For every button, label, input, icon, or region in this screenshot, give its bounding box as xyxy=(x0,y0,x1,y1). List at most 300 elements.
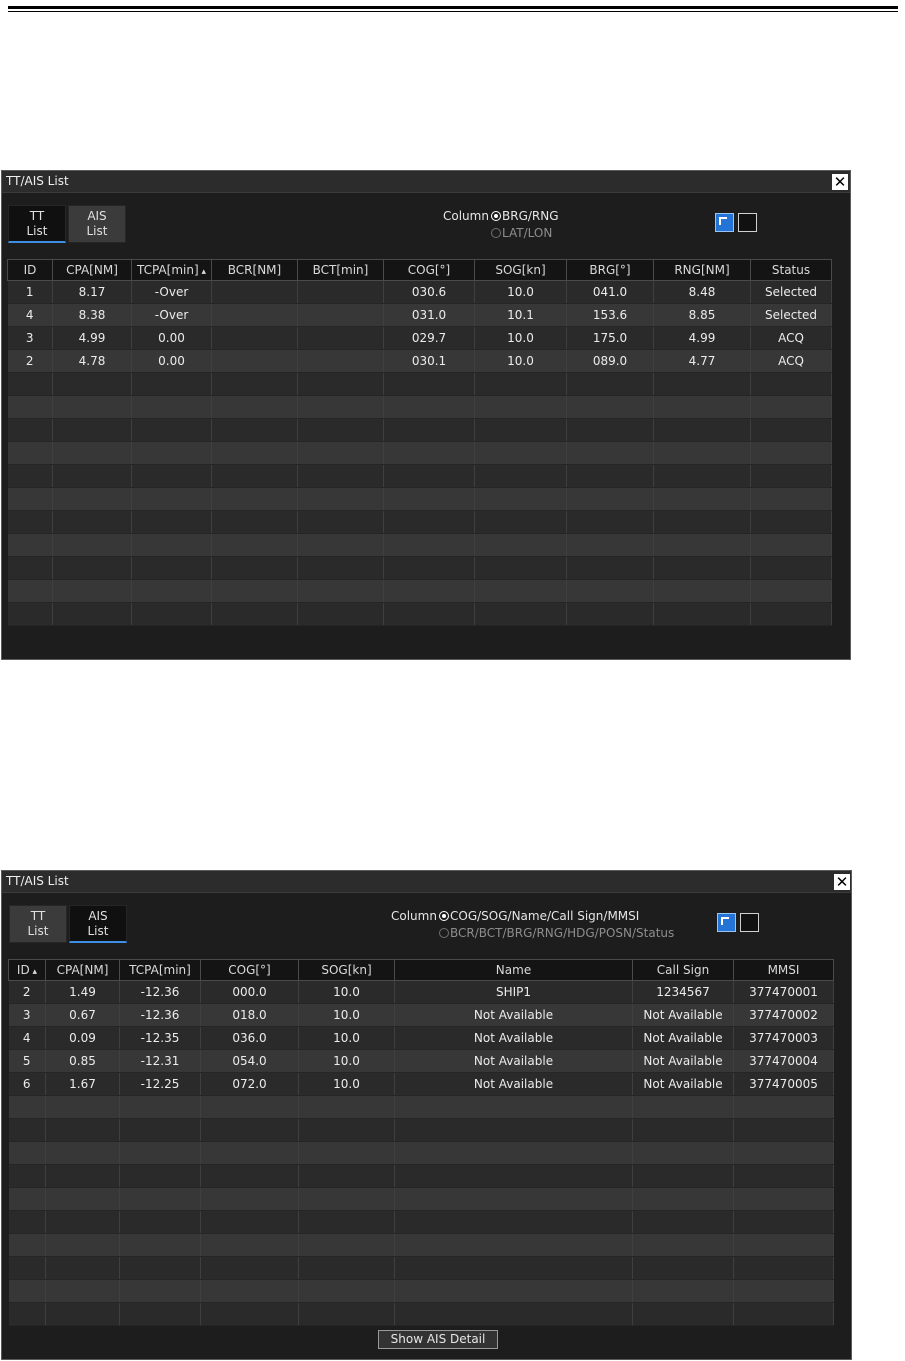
table-cell: 153.6 xyxy=(567,304,654,327)
table-cell: -Over xyxy=(132,304,212,327)
tab-label-line2: List xyxy=(87,924,109,938)
table-cell xyxy=(299,1211,395,1234)
table-cell: 8.48 xyxy=(654,281,751,304)
table-cell xyxy=(53,488,132,511)
table-row[interactable] xyxy=(8,603,832,626)
table-cell xyxy=(46,1303,120,1326)
table-cell xyxy=(9,1211,46,1234)
table-cell xyxy=(9,1303,46,1326)
table-cell: 377470001 xyxy=(734,981,834,1004)
table-cell xyxy=(132,603,212,626)
tab-label-line1: AIS xyxy=(87,209,107,223)
table-cell: Not Available xyxy=(633,1027,734,1050)
table-cell xyxy=(212,327,298,350)
table-cell: Not Available xyxy=(633,1050,734,1073)
table-cell: 8.17 xyxy=(53,281,132,304)
table-cell xyxy=(46,1280,120,1303)
table-cell: Not Available xyxy=(633,1004,734,1027)
table-row[interactable] xyxy=(9,1188,834,1211)
column-header[interactable]: SOG[kn] xyxy=(299,960,395,981)
column-header[interactable]: ID ▴ xyxy=(9,960,46,981)
option-label: COG/SOG/Name/Call Sign/MMSI xyxy=(450,909,640,923)
table-cell xyxy=(201,1142,299,1165)
table-cell xyxy=(751,557,832,580)
table-cell: 3 xyxy=(9,1004,46,1027)
enlarge-window-icon[interactable] xyxy=(717,913,736,932)
table-cell: -Over xyxy=(132,281,212,304)
table-cell xyxy=(395,1211,633,1234)
table-row[interactable] xyxy=(8,350,832,373)
table-cell: 4 xyxy=(9,1027,46,1050)
table-cell xyxy=(201,1280,299,1303)
table-cell xyxy=(120,1142,201,1165)
table-cell xyxy=(384,511,475,534)
table-cell xyxy=(567,373,654,396)
table-cell xyxy=(567,465,654,488)
table-cell xyxy=(9,1142,46,1165)
radio-unselected-icon xyxy=(491,228,501,238)
table-cell: 8.38 xyxy=(53,304,132,327)
table-cell xyxy=(475,603,567,626)
table-row[interactable] xyxy=(8,488,832,511)
table-cell xyxy=(53,373,132,396)
table-cell xyxy=(567,396,654,419)
table-cell: Not Available xyxy=(633,1073,734,1096)
table-cell: 377470002 xyxy=(734,1004,834,1027)
tab-label-line2: List xyxy=(26,224,48,238)
table-cell xyxy=(8,580,53,603)
table-cell xyxy=(395,1234,633,1257)
table-cell xyxy=(46,1257,120,1280)
table-cell xyxy=(298,603,384,626)
table-cell xyxy=(633,1211,734,1234)
table-cell xyxy=(298,557,384,580)
table-cell xyxy=(633,1165,734,1188)
table-cell: 4.99 xyxy=(654,327,751,350)
table-cell xyxy=(53,419,132,442)
table-row[interactable] xyxy=(8,304,832,327)
table-cell xyxy=(9,1280,46,1303)
table-cell: -12.36 xyxy=(120,981,201,1004)
ais-list-window xyxy=(1,870,852,1360)
table-cell: 10.0 xyxy=(299,981,395,1004)
window-titlebar xyxy=(2,171,850,193)
radio-cog-sog-name[interactable] xyxy=(439,909,639,923)
table-cell xyxy=(212,557,298,580)
table-cell xyxy=(734,1165,834,1188)
table-cell: 5 xyxy=(9,1050,46,1073)
tab-ais-list[interactable] xyxy=(68,205,126,243)
table-cell: 018.0 xyxy=(201,1004,299,1027)
table-cell xyxy=(654,557,751,580)
table-cell xyxy=(751,603,832,626)
table-cell: 8.85 xyxy=(654,304,751,327)
table-row[interactable] xyxy=(8,442,832,465)
table-cell xyxy=(567,442,654,465)
table-cell: 000.0 xyxy=(201,981,299,1004)
table-cell: 10.0 xyxy=(299,1004,395,1027)
table-cell xyxy=(132,511,212,534)
table-cell: 0.67 xyxy=(46,1004,120,1027)
table-row[interactable] xyxy=(9,1211,834,1234)
option-label: BRG/RNG xyxy=(502,209,559,223)
table-cell xyxy=(395,1142,633,1165)
table-cell xyxy=(475,511,567,534)
table-cell xyxy=(384,373,475,396)
table-cell: ACQ xyxy=(751,327,832,350)
tt-target-table xyxy=(7,259,832,626)
table-row[interactable] xyxy=(9,1096,834,1119)
column-header[interactable]: TCPA[min] xyxy=(120,960,201,981)
table-cell: 6 xyxy=(9,1073,46,1096)
table-cell xyxy=(395,1280,633,1303)
table-cell xyxy=(212,580,298,603)
table-row[interactable] xyxy=(9,1119,834,1142)
table-cell: 10.0 xyxy=(299,1027,395,1050)
table-cell xyxy=(751,373,832,396)
table-row[interactable] xyxy=(8,373,832,396)
table-cell xyxy=(298,396,384,419)
table-cell xyxy=(751,580,832,603)
table-cell: -12.25 xyxy=(120,1073,201,1096)
table-cell xyxy=(299,1119,395,1142)
restore-window-icon[interactable] xyxy=(740,913,759,932)
table-cell xyxy=(384,603,475,626)
table-cell xyxy=(53,580,132,603)
table-row[interactable] xyxy=(9,981,834,1004)
table-cell xyxy=(132,396,212,419)
enlarge-window-icon[interactable] xyxy=(715,213,734,232)
table-cell xyxy=(384,442,475,465)
table-cell: 175.0 xyxy=(567,327,654,350)
table-cell xyxy=(654,511,751,534)
radio-bcr-bct-brg[interactable] xyxy=(439,926,674,940)
table-cell xyxy=(8,419,53,442)
table-cell xyxy=(734,1280,834,1303)
table-cell: 072.0 xyxy=(201,1073,299,1096)
table-cell: -12.35 xyxy=(120,1027,201,1050)
close-icon[interactable]: ✕ xyxy=(835,873,849,891)
table-cell xyxy=(384,557,475,580)
table-cell: 089.0 xyxy=(567,350,654,373)
table-cell xyxy=(475,465,567,488)
column-header[interactable]: MMSI xyxy=(734,960,834,981)
table-cell: 4 xyxy=(8,304,53,327)
table-cell xyxy=(46,1142,120,1165)
table-cell xyxy=(633,1257,734,1280)
table-cell xyxy=(201,1165,299,1188)
close-icon[interactable]: ✕ xyxy=(833,173,847,191)
table-cell xyxy=(212,350,298,373)
table-cell xyxy=(53,396,132,419)
table-cell: 377470004 xyxy=(734,1050,834,1073)
page-top-rule-thin xyxy=(8,11,898,12)
table-row[interactable] xyxy=(9,1073,834,1096)
table-cell: Selected xyxy=(751,304,832,327)
table-cell xyxy=(384,488,475,511)
table-row[interactable] xyxy=(9,1142,834,1165)
table-cell xyxy=(298,511,384,534)
table-cell xyxy=(734,1119,834,1142)
table-cell xyxy=(46,1211,120,1234)
table-cell xyxy=(8,373,53,396)
table-cell xyxy=(132,580,212,603)
table-row[interactable] xyxy=(9,1050,834,1073)
table-cell xyxy=(212,281,298,304)
table-cell: 4.99 xyxy=(53,327,132,350)
table-cell xyxy=(201,1096,299,1119)
column-header[interactable]: CPA[NM] xyxy=(46,960,120,981)
table-cell xyxy=(298,488,384,511)
table-cell: 377470005 xyxy=(734,1073,834,1096)
table-row[interactable] xyxy=(9,1165,834,1188)
column-header[interactable]: ID xyxy=(8,260,53,281)
column-header[interactable]: BRG[°] xyxy=(567,260,654,281)
table-cell xyxy=(53,511,132,534)
table-cell xyxy=(567,419,654,442)
table-cell xyxy=(53,603,132,626)
column-header[interactable]: BCT[min] xyxy=(298,260,384,281)
table-cell xyxy=(132,442,212,465)
table-cell xyxy=(8,511,53,534)
column-header[interactable]: Status xyxy=(751,260,832,281)
table-cell xyxy=(734,1303,834,1326)
table-cell xyxy=(132,465,212,488)
table-cell xyxy=(751,419,832,442)
table-cell: 10.0 xyxy=(299,1073,395,1096)
table-row[interactable] xyxy=(8,281,832,304)
table-row[interactable] xyxy=(9,1027,834,1050)
table-cell xyxy=(395,1303,633,1326)
table-cell xyxy=(299,1096,395,1119)
table-cell xyxy=(120,1211,201,1234)
column-header[interactable]: CPA[NM] xyxy=(53,260,132,281)
table-cell xyxy=(212,488,298,511)
table-cell xyxy=(120,1280,201,1303)
table-cell: 2 xyxy=(9,981,46,1004)
table-cell: 10.0 xyxy=(475,281,567,304)
column-header[interactable]: COG[°] xyxy=(201,960,299,981)
table-cell xyxy=(475,488,567,511)
table-cell xyxy=(751,465,832,488)
restore-window-icon[interactable] xyxy=(738,213,757,232)
table-cell xyxy=(654,534,751,557)
table-cell xyxy=(201,1303,299,1326)
tab-label-line1: TT xyxy=(30,909,46,923)
table-row[interactable] xyxy=(9,1234,834,1257)
table-cell xyxy=(53,557,132,580)
table-cell xyxy=(212,396,298,419)
table-cell: Not Available xyxy=(395,1027,633,1050)
table-cell xyxy=(120,1303,201,1326)
table-cell xyxy=(384,396,475,419)
table-cell xyxy=(298,419,384,442)
table-row[interactable] xyxy=(8,580,832,603)
table-cell xyxy=(384,534,475,557)
tab-label-line1: AIS xyxy=(88,909,108,923)
table-cell xyxy=(299,1280,395,1303)
table-cell: 1 xyxy=(8,281,53,304)
table-cell xyxy=(9,1234,46,1257)
table-cell xyxy=(132,534,212,557)
table-cell: ACQ xyxy=(751,350,832,373)
table-row[interactable] xyxy=(9,1303,834,1326)
table-cell xyxy=(567,534,654,557)
table-cell: 0.09 xyxy=(46,1027,120,1050)
table-cell xyxy=(734,1211,834,1234)
table-cell xyxy=(46,1234,120,1257)
table-cell: 2 xyxy=(8,350,53,373)
ais-target-table xyxy=(8,959,834,1326)
table-cell xyxy=(654,396,751,419)
table-cell xyxy=(734,1096,834,1119)
table-cell xyxy=(384,580,475,603)
table-cell xyxy=(384,465,475,488)
table-row[interactable] xyxy=(9,1004,834,1027)
table-cell xyxy=(9,1096,46,1119)
table-cell xyxy=(8,488,53,511)
table-cell xyxy=(46,1119,120,1142)
option-label: BCR/BCT/BRG/RNG/HDG/POSN/Status xyxy=(450,926,675,940)
table-cell: 4.78 xyxy=(53,350,132,373)
table-cell xyxy=(633,1303,734,1326)
tab-tt-list[interactable] xyxy=(8,205,66,243)
table-row[interactable] xyxy=(8,396,832,419)
table-cell xyxy=(475,373,567,396)
table-cell xyxy=(201,1211,299,1234)
table-cell xyxy=(298,580,384,603)
table-cell xyxy=(384,419,475,442)
table-cell xyxy=(734,1142,834,1165)
table-cell xyxy=(132,488,212,511)
table-cell xyxy=(9,1188,46,1211)
radio-lat-lon[interactable] xyxy=(491,226,552,240)
table-cell: SHIP1 xyxy=(395,981,633,1004)
table-cell: -12.36 xyxy=(120,1004,201,1027)
table-cell xyxy=(567,557,654,580)
table-cell: 030.6 xyxy=(384,281,475,304)
table-cell xyxy=(46,1165,120,1188)
table-cell xyxy=(734,1257,834,1280)
table-cell xyxy=(751,488,832,511)
table-cell: 1.49 xyxy=(46,981,120,1004)
table-cell xyxy=(299,1257,395,1280)
show-ais-detail-button[interactable]: Show AIS Detail xyxy=(378,1330,498,1349)
table-row[interactable] xyxy=(8,534,832,557)
table-cell xyxy=(8,465,53,488)
table-cell xyxy=(212,419,298,442)
table-cell: 041.0 xyxy=(567,281,654,304)
table-cell xyxy=(751,511,832,534)
table-cell: 3 xyxy=(8,327,53,350)
table-cell: 4.77 xyxy=(654,350,751,373)
column-header[interactable]: TCPA[min] ▴ xyxy=(132,260,212,281)
table-cell xyxy=(201,1119,299,1142)
table-row[interactable] xyxy=(8,465,832,488)
table-row[interactable] xyxy=(8,511,832,534)
table-cell xyxy=(567,580,654,603)
table-cell xyxy=(299,1234,395,1257)
table-cell xyxy=(120,1188,201,1211)
table-cell xyxy=(751,534,832,557)
table-cell xyxy=(395,1119,633,1142)
table-cell xyxy=(46,1188,120,1211)
tab-tt-list[interactable] xyxy=(9,905,67,943)
tab-label-line2: List xyxy=(86,224,108,238)
table-cell xyxy=(633,1280,734,1303)
column-header[interactable]: COG[°] xyxy=(384,260,475,281)
table-row[interactable] xyxy=(8,327,832,350)
table-cell xyxy=(475,580,567,603)
table-cell xyxy=(395,1188,633,1211)
table-cell xyxy=(212,511,298,534)
table-cell xyxy=(567,488,654,511)
option-label: LAT/LON xyxy=(502,226,553,240)
table-cell xyxy=(8,396,53,419)
column-header[interactable]: BCR[NM] xyxy=(212,260,298,281)
table-cell xyxy=(299,1142,395,1165)
table-cell: -12.31 xyxy=(120,1050,201,1073)
column-header[interactable]: Name xyxy=(395,960,633,981)
table-cell xyxy=(299,1303,395,1326)
table-cell xyxy=(120,1119,201,1142)
table-cell xyxy=(120,1096,201,1119)
table-cell: 377470003 xyxy=(734,1027,834,1050)
table-cell: 054.0 xyxy=(201,1050,299,1073)
table-cell xyxy=(299,1165,395,1188)
table-cell: 0.00 xyxy=(132,327,212,350)
table-row[interactable] xyxy=(8,419,832,442)
table-row[interactable] xyxy=(9,1257,834,1280)
column-label: Column xyxy=(443,209,489,223)
radio-brg-rng[interactable] xyxy=(491,209,559,223)
table-cell xyxy=(53,534,132,557)
table-cell xyxy=(475,419,567,442)
tab-ais-list[interactable] xyxy=(69,905,127,943)
table-cell: Not Available xyxy=(395,1050,633,1073)
radio-selected-icon xyxy=(491,211,501,221)
table-cell: 10.0 xyxy=(475,327,567,350)
table-cell xyxy=(298,534,384,557)
table-cell: 1.67 xyxy=(46,1073,120,1096)
table-cell xyxy=(633,1119,734,1142)
table-cell: Not Available xyxy=(395,1004,633,1027)
table-cell xyxy=(8,534,53,557)
table-cell xyxy=(654,442,751,465)
table-cell xyxy=(132,373,212,396)
column-header[interactable]: SOG[kn] xyxy=(475,260,567,281)
table-cell xyxy=(298,304,384,327)
table-cell xyxy=(298,350,384,373)
table-cell xyxy=(475,557,567,580)
table-row[interactable] xyxy=(9,1280,834,1303)
table-cell: 029.7 xyxy=(384,327,475,350)
table-cell: Not Available xyxy=(395,1073,633,1096)
table-cell: 031.0 xyxy=(384,304,475,327)
table-cell xyxy=(212,465,298,488)
table-cell xyxy=(633,1096,734,1119)
table-cell xyxy=(9,1257,46,1280)
table-cell xyxy=(633,1142,734,1165)
table-cell xyxy=(633,1188,734,1211)
table-cell xyxy=(395,1257,633,1280)
column-header[interactable]: Call Sign xyxy=(633,960,734,981)
column-label: Column xyxy=(391,909,437,923)
column-header[interactable]: RNG[NM] xyxy=(654,260,751,281)
table-row[interactable] xyxy=(8,557,832,580)
table-cell xyxy=(299,1188,395,1211)
table-cell xyxy=(654,580,751,603)
